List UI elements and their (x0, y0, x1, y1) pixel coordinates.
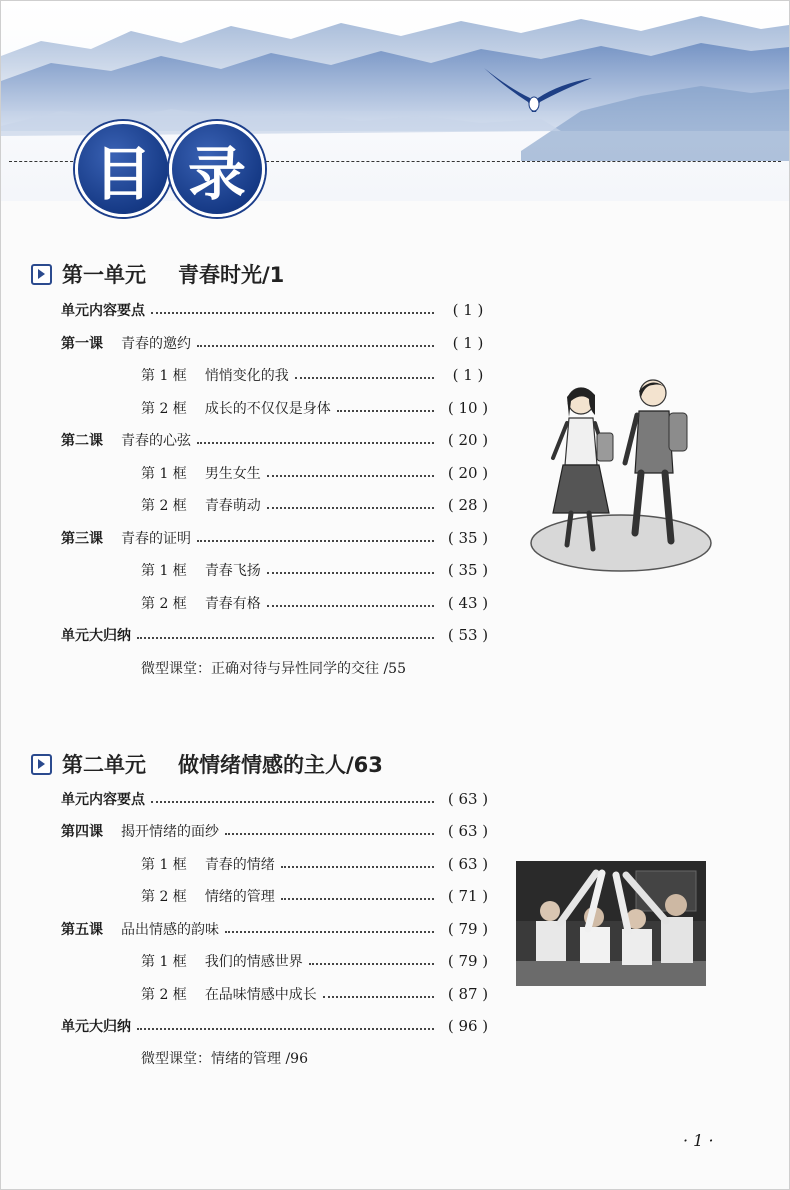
leader-dots (197, 345, 434, 347)
row-subtitle: 我们的情感世界 (204, 954, 303, 970)
toc-row[interactable] (141, 885, 496, 907)
row-subtitle: 青春有格 (204, 596, 261, 612)
toc-row[interactable] (141, 853, 496, 875)
page-ref: ( 63 ) (447, 790, 489, 808)
row-label: 第 1 框 (141, 368, 187, 384)
unit-title: 做情绪情感的主人/63 (178, 753, 383, 777)
toc-title (75, 121, 265, 217)
leader-dots (151, 801, 434, 803)
row-label: 单元大归纳 (61, 628, 131, 644)
page-ref: ( 20 ) (447, 464, 489, 482)
toc-row[interactable] (61, 332, 496, 354)
page-ref: ( 20 ) (447, 431, 489, 449)
leader-dots (225, 931, 434, 933)
row-label: 第二课 (61, 433, 103, 449)
unit-title: 青春时光/1 (178, 263, 285, 287)
toc-row[interactable] (141, 983, 496, 1005)
play-arrow-icon (31, 264, 52, 285)
toc-row[interactable] (61, 788, 496, 810)
toc-row[interactable] (141, 950, 496, 972)
row-label: 单元内容要点 (61, 792, 145, 808)
leader-dots (197, 442, 434, 444)
toc-row[interactable] (61, 1015, 496, 1037)
leader-dots (267, 475, 434, 477)
toc-row[interactable] (61, 624, 496, 646)
page-ref: ( 71 ) (447, 887, 489, 905)
page-ref: ( 10 ) (447, 399, 489, 417)
row-label: 第三课 (61, 531, 103, 547)
page-number: · 1 · (683, 1131, 714, 1150)
row-subtitle: 青春的邀约 (121, 336, 191, 352)
students-walking-illustration (523, 373, 713, 573)
leader-dots (295, 377, 434, 379)
play-arrow-icon (31, 754, 52, 775)
row-subtitle: 青春飞扬 (204, 563, 261, 579)
leader-dots (137, 637, 434, 639)
toc-row[interactable] (61, 820, 496, 842)
toc-row[interactable] (141, 592, 496, 614)
row-subtitle: 品出情感的韵味 (121, 922, 219, 938)
leader-dots (281, 898, 434, 900)
row-subtitle: 情绪的管理 (204, 889, 275, 905)
row-label: 第 1 框 (141, 466, 187, 482)
row-label: 第 2 框 (141, 596, 187, 612)
leader-dots (267, 507, 434, 509)
leader-dots (137, 1028, 434, 1030)
row-subtitle: 青春的心弦 (121, 433, 191, 449)
row-subtitle: 青春的情绪 (204, 857, 275, 873)
page-ref: ( 43 ) (447, 594, 489, 612)
row-label: 单元大归纳 (61, 1019, 131, 1035)
page-ref: ( 79 ) (447, 952, 489, 970)
toc-row[interactable] (61, 429, 496, 451)
toc-row[interactable] (141, 397, 496, 419)
toc-row[interactable] (61, 527, 496, 549)
unit-header-2[interactable] (31, 749, 383, 779)
leader-dots (337, 410, 434, 412)
toc-row[interactable] (61, 918, 496, 940)
row-label: 第 1 框 (141, 857, 187, 873)
page-ref: ( 28 ) (447, 496, 489, 514)
leader-dots (197, 540, 434, 542)
page-ref: ( 96 ) (447, 1017, 489, 1035)
row-subtitle: 男生女生 (204, 466, 261, 482)
leader-dots (309, 963, 434, 965)
page-ref: ( 1 ) (452, 334, 484, 352)
leader-dots (225, 833, 434, 835)
row-label: 第四课 (61, 824, 103, 840)
divider-left (9, 161, 73, 162)
leader-dots (151, 312, 434, 314)
leader-dots (281, 866, 434, 868)
unit-label: 第一单元 (62, 263, 146, 287)
students-photo (516, 861, 706, 986)
toc-row[interactable] (141, 462, 496, 484)
page-ref: ( 1 ) (452, 301, 484, 319)
page-ref: ( 63 ) (447, 855, 489, 873)
page-ref: ( 79 ) (447, 920, 489, 938)
micro-lesson[interactable]: 微型课堂：情绪的管理 /96 (141, 1051, 308, 1067)
toc-row[interactable] (141, 364, 496, 386)
row-label: 第 1 框 (141, 563, 187, 579)
leader-dots (323, 996, 434, 998)
row-subtitle: 悄悄变化的我 (204, 368, 289, 384)
toc-row[interactable] (141, 494, 496, 516)
row-label: 第 2 框 (141, 401, 187, 417)
row-label: 第 2 框 (141, 889, 187, 905)
page-ref: ( 35 ) (447, 561, 489, 579)
row-subtitle: 揭开情绪的面纱 (121, 824, 219, 840)
title-char-2: 录 (169, 121, 265, 217)
row-label: 第一课 (61, 336, 103, 352)
row-label: 单元内容要点 (61, 303, 145, 319)
row-label: 第 2 框 (141, 987, 187, 1003)
row-label: 第五课 (61, 922, 103, 938)
row-subtitle: 青春萌动 (204, 498, 261, 514)
micro-lesson[interactable]: 微型课堂：正确对待与异性同学的交往 /55 (141, 661, 406, 677)
toc-row[interactable] (141, 559, 496, 581)
page-ref: ( 87 ) (447, 985, 489, 1003)
row-label: 第 2 框 (141, 498, 187, 514)
row-label: 第 1 框 (141, 954, 187, 970)
row-subtitle: 成长的不仅仅是身体 (204, 401, 331, 417)
page-ref: ( 1 ) (452, 366, 484, 384)
page-ref: ( 35 ) (447, 529, 489, 547)
unit-header-1[interactable] (31, 259, 284, 289)
page-ref: ( 63 ) (447, 822, 489, 840)
row-subtitle: 青春的证明 (121, 531, 191, 547)
leader-dots (267, 605, 434, 607)
row-subtitle: 在品味情感中成长 (204, 987, 317, 1003)
divider-right (261, 161, 781, 162)
leader-dots (267, 572, 434, 574)
page-ref: ( 53 ) (447, 626, 489, 644)
toc-row[interactable] (61, 299, 496, 321)
title-char-1: 目 (75, 121, 171, 217)
unit-label: 第二单元 (62, 753, 146, 777)
